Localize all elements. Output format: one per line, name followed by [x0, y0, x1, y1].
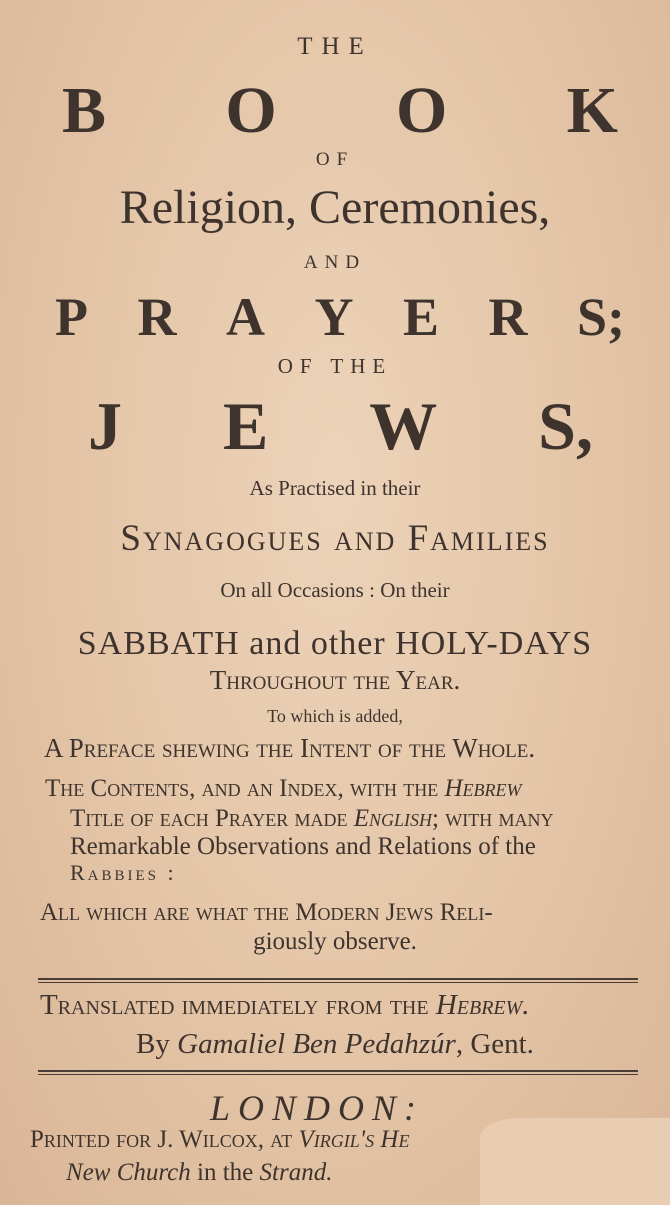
by-line	[0, 1030, 670, 1059]
prayers-letter-p: P	[55, 287, 88, 347]
contents-line-3: Remarkable Observations and Relations of the	[70, 833, 536, 860]
contents-line-1	[45, 776, 635, 801]
new-church-line	[66, 1160, 466, 1185]
book-heading	[62, 74, 618, 147]
translator-name: Gamaliel Ben Pedahzúr	[177, 1028, 456, 1060]
jews-letter-w: W	[369, 388, 438, 464]
prayers-letter-r2: R	[488, 287, 528, 347]
preface-line: A Preface shewing the Intent of the Whole.	[44, 733, 536, 763]
torn-corner-patch	[480, 1118, 670, 1205]
contents-line-1-text: The Contents, and an Index, with the	[45, 775, 439, 802]
contents-line-1-hebrew: Hebrew	[444, 775, 522, 802]
jews-letter-s: S,	[538, 388, 593, 464]
by-text: By	[136, 1028, 170, 1060]
contents-line-4: Rabbies :	[70, 860, 177, 885]
contents-line-2-text-a: Title of each Prayer made	[70, 805, 348, 832]
strand-text: Strand.	[259, 1159, 333, 1186]
prayers-letter-e: E	[402, 287, 439, 347]
translated-text: Translated immediately from the	[40, 989, 429, 1021]
printed-for-virgils: Virgil's He	[298, 1127, 410, 1152]
jews-heading	[88, 388, 593, 464]
prayers-letter-r: R	[137, 287, 177, 347]
book-letter-o1: O	[225, 74, 277, 147]
religion-ceremonies-heading: Religion, Ceremonies,	[119, 181, 551, 234]
contents-line-2-text-b: ; with many	[432, 805, 554, 832]
printed-for-text: Printed for J. Wilcox, at	[30, 1127, 293, 1152]
translated-line	[40, 991, 640, 1020]
jews-letter-j: J	[88, 388, 122, 464]
occasions-line: On all Occasions : On their	[220, 578, 450, 602]
book-letter-o2: O	[396, 74, 448, 147]
to-which-line: To which is added,	[267, 706, 403, 726]
new-church-in-the: in the	[197, 1159, 254, 1186]
prayers-letter-s: S;	[576, 287, 625, 347]
of-the-heading: OF THE	[277, 354, 393, 378]
london-imprint: LONDON:	[210, 1088, 425, 1128]
book-letter-b: B	[62, 74, 107, 147]
sabbath-line: SABBATH and other HOLY-DAYS	[77, 625, 593, 662]
synagogues-families-line: Synagogues and Families	[120, 518, 550, 559]
as-practised-line: As Practised in their	[249, 476, 421, 500]
bottom-double-rule	[38, 1070, 638, 1075]
printed-for-line	[30, 1127, 490, 1152]
new-church-text: New Church	[66, 1159, 191, 1186]
translated-hebrew: Hebrew.	[435, 989, 530, 1021]
all-which-line-2: giously observe.	[253, 928, 417, 955]
the-heading: THE	[297, 33, 373, 60]
jews-letter-e: E	[222, 388, 269, 464]
prayers-letter-a: A	[225, 287, 265, 347]
all-which-line-1: All which are what the Modern Jews Reli-	[40, 899, 493, 926]
prayers-heading	[55, 287, 625, 347]
prayers-letter-y: Y	[314, 287, 354, 347]
top-double-rule	[38, 978, 638, 983]
by-gent: , Gent.	[455, 1028, 534, 1060]
book-letter-k: K	[566, 74, 618, 147]
contents-line-2	[70, 806, 640, 831]
throughout-line: Throughout the Year.	[209, 665, 461, 695]
of-heading: OF	[315, 149, 355, 170]
and-heading: AND	[303, 252, 367, 273]
contents-line-2-english: English	[353, 805, 433, 832]
